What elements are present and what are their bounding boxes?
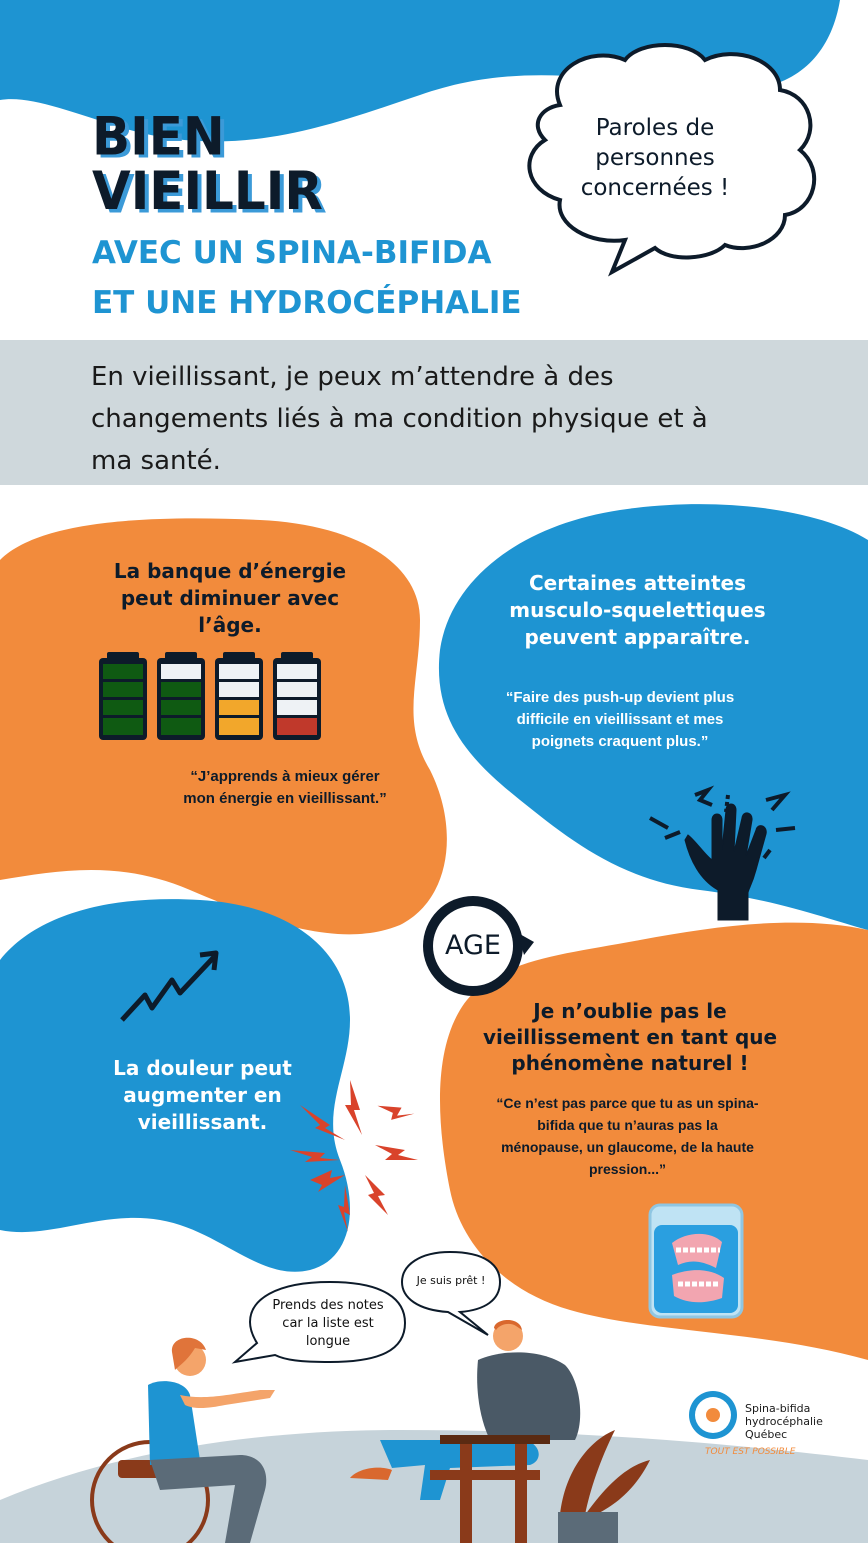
energy-quote-line-1: “J’apprends à mieux gérer xyxy=(190,768,380,785)
logo-text xyxy=(745,1402,823,1441)
battery-half xyxy=(215,652,263,740)
age-quote-line-1: “Ce n’est pas parce que tu as un spina- xyxy=(496,1095,759,1111)
cloud-line-3: concernées ! xyxy=(580,175,730,201)
pain-title-line-1: La douleur peut xyxy=(113,1056,292,1080)
age-title-line-1: Je n’oublie pas le xyxy=(533,999,727,1023)
energy-title-line-3: l’âge. xyxy=(198,613,262,637)
logo-line-3: Québec xyxy=(745,1428,788,1441)
age-quote-line-3: ménopause, un glaucome, de la haute xyxy=(501,1139,754,1155)
intro-line-2: changements liés à ma condition physique et à xyxy=(91,404,708,434)
title-line-2: VIEILLIR xyxy=(92,160,323,222)
cloud-caption xyxy=(560,113,750,203)
musculo-quote-line-3: poignets craquent plus.” xyxy=(531,733,709,750)
age-quote xyxy=(470,1092,785,1180)
age-badge-label: AGE xyxy=(445,930,501,961)
intro-line-3: ma santé. xyxy=(91,446,221,476)
woman-bubble-text xyxy=(258,1297,398,1351)
woman-bubble-line-1: Prends des notes xyxy=(272,1298,384,1313)
musculo-title-line-1: Certaines atteintes xyxy=(529,571,746,595)
woman-bubble-line-3: longue xyxy=(305,1334,351,1349)
intro-text xyxy=(91,356,791,482)
pain-title-line-2: augmenter en xyxy=(123,1083,282,1107)
subtitle-line-2: ET UNE HYDROCÉPHALIE xyxy=(92,285,522,321)
energy-title xyxy=(70,558,390,639)
age-title-line-2: vieillissement en tant que xyxy=(482,1025,778,1049)
dentures-glass-icon xyxy=(650,1205,742,1317)
pain-title xyxy=(95,1055,310,1136)
man-speech-bubble xyxy=(402,1252,500,1335)
age-quote-line-4: pression...” xyxy=(588,1161,667,1177)
energy-quote-line-2: mon énergie en vieillissant.” xyxy=(183,790,387,807)
logo-flower-icon xyxy=(689,1391,737,1439)
intro-line-1: En vieillissant, je peux m’attendre à des xyxy=(91,362,614,392)
energy-quote xyxy=(150,766,420,810)
cloud-line-1: Paroles de xyxy=(595,115,715,141)
musculo-title-line-2: musculo-squelettiques xyxy=(509,598,766,622)
page-title xyxy=(92,106,323,222)
logo-line-1: Spina-bifida xyxy=(745,1402,811,1415)
battery-full xyxy=(99,652,147,740)
musculo-title-line-3: peuvent apparaître. xyxy=(524,625,751,649)
musculo-quote-line-2: difficile en vieillissant et mes xyxy=(516,711,724,728)
musculo-quote xyxy=(480,687,760,753)
subtitle-line-1: AVEC UN SPINA-BIFIDA xyxy=(92,235,492,271)
battery-three-quarter xyxy=(157,652,205,740)
title-line-1: BIEN xyxy=(92,106,225,168)
logo-tagline: TOUT EST POSSIBLE xyxy=(705,1447,796,1457)
pain-title-line-3: vieillissant. xyxy=(137,1110,268,1134)
musculo-title xyxy=(480,570,795,651)
musculo-quote-line-1: “Faire des push-up devient plus xyxy=(505,689,735,706)
battery-low xyxy=(273,652,321,740)
woman-bubble-line-2: car la liste est xyxy=(282,1316,374,1331)
age-title xyxy=(470,998,790,1076)
cloud-line-2: personnes xyxy=(595,145,715,171)
age-title-line-3: phénomène naturel ! xyxy=(511,1051,749,1075)
energy-title-line-1: La banque d’énergie xyxy=(113,559,347,583)
page-subtitle xyxy=(92,228,522,328)
energy-title-line-2: peut diminuer avec xyxy=(120,586,340,610)
man-bubble-text: Je suis prêt ! xyxy=(416,1274,486,1287)
age-quote-line-2: bifida que tu n’auras pas la xyxy=(537,1117,718,1133)
logo-line-2: hydrocéphalie xyxy=(745,1415,823,1428)
